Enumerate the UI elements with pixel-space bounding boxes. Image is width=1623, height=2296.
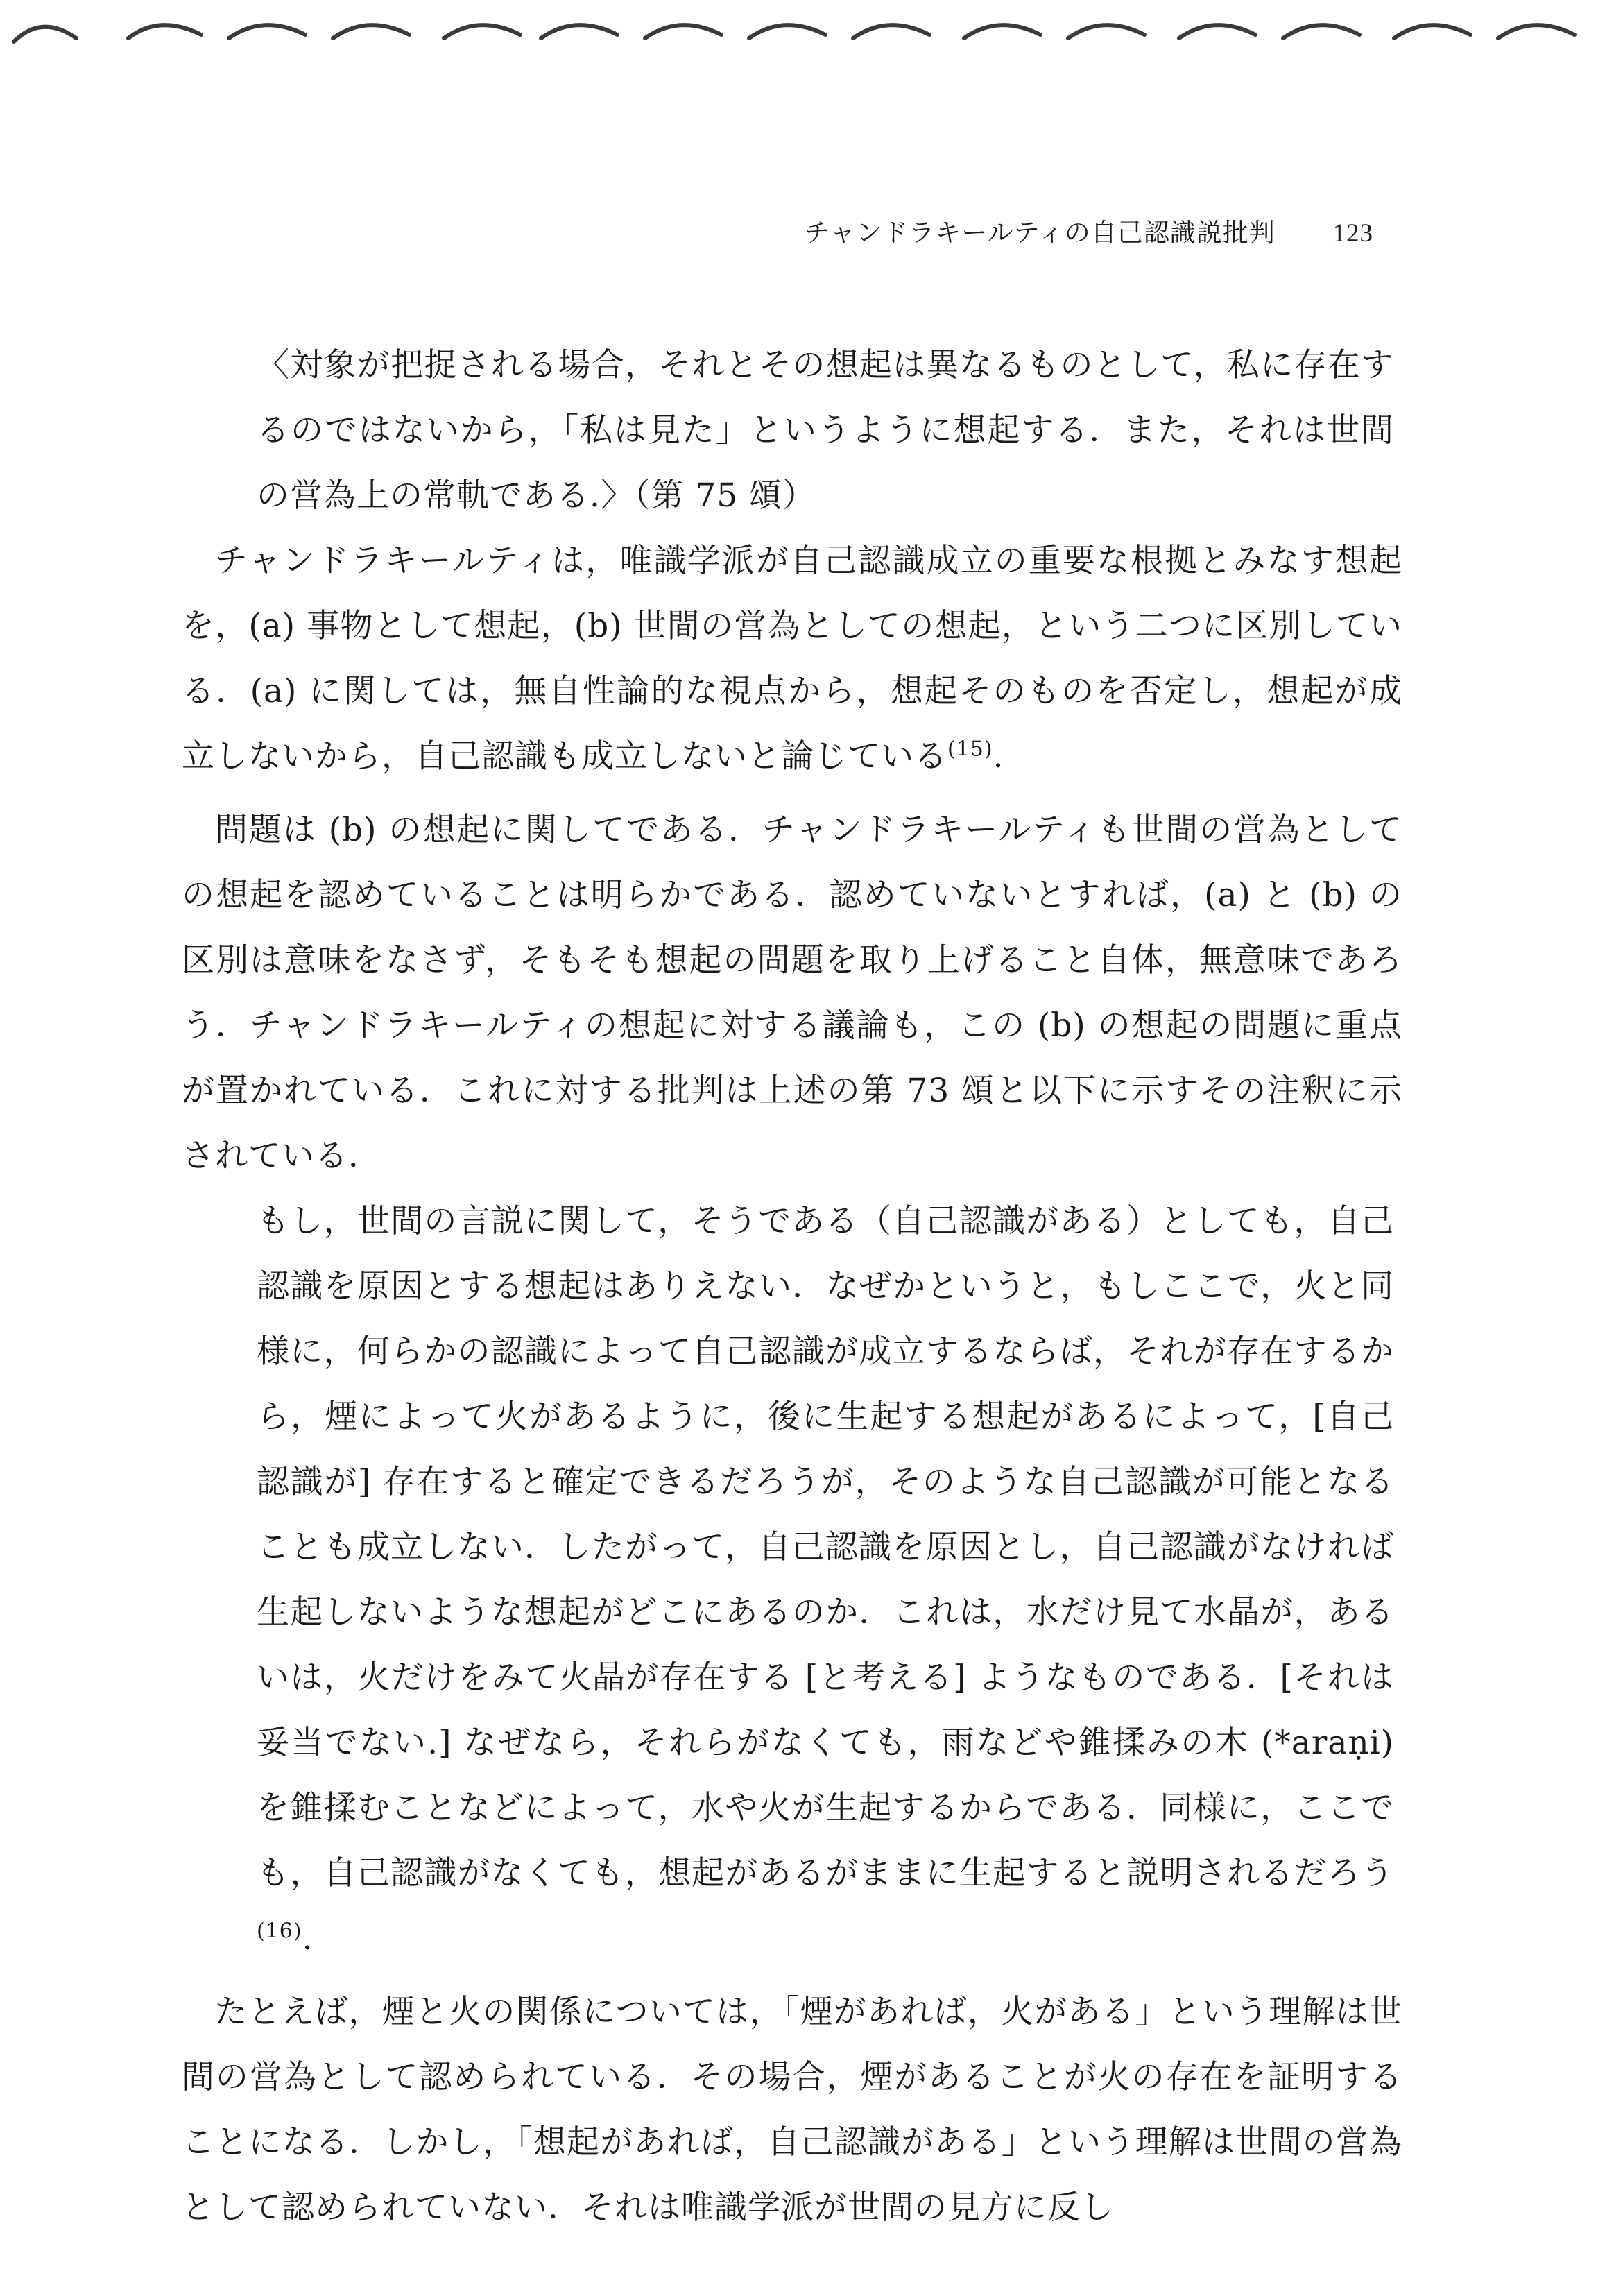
block-quote: [257, 1189, 1394, 1971]
binding-hole-marks: [0, 0, 1623, 83]
block-quote-text: もし，世間の言説に関して，そうである（自己認識がある）としても，自己認識を原因とする想起はありえない．なぜかというと，もしここで，火と同様に，何らかの認識によって自己認識が成立するならば，それが存在するから，煙によって火があるように，後に生起する想起があるによって，[自己認識が] 存在すると確定できるだろうが，そのような自己認識が可能となることも成立しない．したがって，自己認識を原因とし，自己認識がなければ生起しないような想起がどこにあるのか．これは，水だけ見て水晶が，あるいは，火だけをみて火晶が存在する [と考える] ようなものである．[それは妥当でない.] なぜなら，それらがなくても，雨などや錐揉みの木 (*araṇi) を錐揉むことなどによって，水や火が生起するからである．同様に，ここでも，自己認識がなくても，想起があるがままに生起すると説明されるだろう: [257, 1202, 1394, 1892]
paragraph-text: たとえば，煙と火の関係については，「煙があれば，火がある」という理解は世間の営為として認められている．その場合，煙があることが火の存在を証明することになる．しかし，「想起があれば，自己認識がある」という理解は世間の営為として認められていない．それは唯識学派が世間の見方に反し: [182, 1993, 1402, 2227]
block-quote-text: 〈対象が把捉される場合，それとその想起は異なるものとして，私に存在するのではないから，「私は見た」というように想起する．また，それは世間の営為上の常軌である.〉（第 75 頌）: [257, 346, 1394, 515]
main-text: [182, 333, 1402, 2241]
page-number: 123: [1332, 219, 1373, 248]
block-quote: [257, 333, 1394, 529]
running-header: [805, 212, 1373, 249]
paragraph-text: チャンドラキールティは，唯識学派が自己認識成立の重要な根拠とみなす想起を，(a) 事物として想起，(b) 世間の営為としての想起，という二つに区別している．(a) に関しては，無自性論的な視点から，想起そのものを否定し，想起が成立しないから，自己認識も成立しないと論じている: [182, 542, 1402, 776]
paragraph: [182, 798, 1402, 1189]
footnote-ref: (16): [257, 1919, 302, 1944]
quote-end-punctuation: .: [302, 1919, 314, 1957]
footnote-ref: (15): [947, 737, 993, 762]
paragraph: [182, 1980, 1402, 2241]
paragraph-end-punctuation: .: [993, 737, 1004, 776]
paragraph: [182, 529, 1402, 789]
paragraph-text: 問題は (b) の想起に関してである．チャンドラキールティも世間の営為としての想起を認めていることは明らかである．認めていないとすれば，(a) と (b) の区別は意味をなさず，そもそも想起の問題を取り上げること自体，無意味であろう．チャンドラキールティの想起に対する議論も，この (b) の想起の問題に重点が置かれている．これに対する批判は上述の第 73 頌と以下に示すその注釈に示されている．: [182, 811, 1402, 1175]
running-title: チャンドラキールティの自己認識説批判: [804, 218, 1276, 248]
